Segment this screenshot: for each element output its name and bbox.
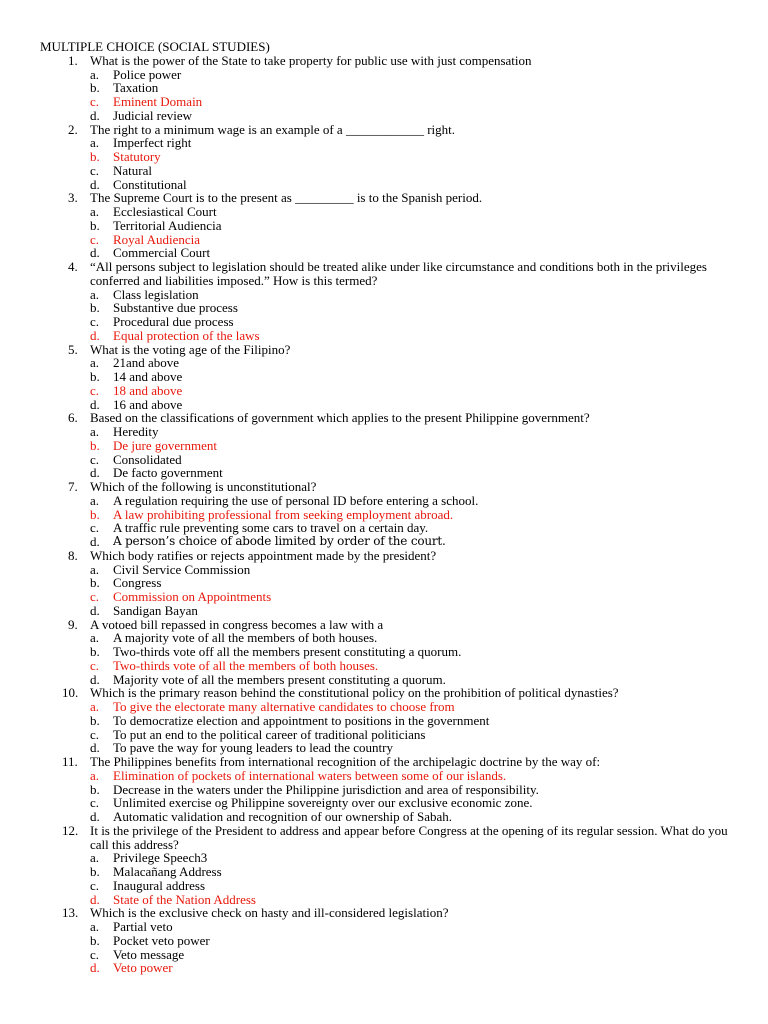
question-row (40, 906, 740, 920)
choice-item (40, 425, 740, 439)
choice-item (40, 796, 740, 810)
question-text: The right to a minimum wage is an example of a ____________ right. (90, 121, 456, 137)
choice-letter: c. (90, 382, 100, 398)
choice-text: Territorial Audiencia (113, 217, 222, 233)
choice-text: Consolidated (113, 451, 182, 467)
choice-list (40, 563, 740, 618)
choice-text: De jure government (113, 437, 217, 453)
choice-list (40, 205, 740, 260)
question-number: 9. (68, 616, 78, 632)
choice-text: Constitutional (113, 176, 187, 192)
choice-text: To put an end to the political career of traditional politicians (113, 726, 426, 742)
choice-item (40, 810, 740, 824)
question-number: 6. (68, 410, 78, 426)
choice-letter: a. (90, 919, 100, 934)
choice-letter: c. (90, 877, 100, 893)
choice-letter: d. (90, 176, 100, 192)
choice-item-correct (40, 700, 740, 714)
choice-list (40, 356, 740, 411)
question-number: 8. (68, 547, 78, 563)
choice-letter: b. (90, 644, 100, 659)
choice-text: Police power (113, 66, 182, 82)
choice-text: Taxation (113, 80, 159, 96)
choice-letter: b. (90, 781, 100, 797)
choice-text: Commercial Court (113, 245, 211, 261)
choice-letter: d. (90, 327, 100, 343)
choice-text: Congress (113, 575, 162, 591)
choice-text: To democratize election and appointment to positions in the government (113, 712, 490, 728)
choice-item (40, 315, 740, 329)
choice-item (40, 576, 740, 590)
question-item (40, 549, 740, 618)
question-text: A votoed bill repassed in congress becomes a law with a (90, 616, 384, 632)
choice-letter: b. (90, 712, 100, 728)
question-text: Which of the following is unconstitutional? (90, 479, 317, 494)
choice-item-correct (40, 659, 740, 673)
choice-item (40, 356, 740, 370)
choice-letter: d. (90, 602, 100, 618)
choice-letter: b. (90, 80, 100, 96)
choice-item-correct (40, 439, 740, 453)
choice-text: Judicial review (113, 107, 193, 123)
question-text: Which body ratifies or rejects appointment made by the president? (90, 547, 437, 563)
choice-item (40, 728, 740, 742)
choice-letter: b. (90, 369, 100, 384)
choice-letter: d. (90, 396, 100, 412)
choice-item-correct (40, 508, 740, 522)
choice-list (40, 700, 740, 755)
choice-text: Royal Audiencia (113, 231, 201, 247)
choice-item (40, 673, 740, 687)
question-row (40, 686, 740, 700)
choice-letter: b. (90, 217, 100, 233)
choice-item (40, 494, 740, 508)
question-text: It is the privilege of the President to address and appear before Congress at the opening of its regular session. What do you call this address? (90, 822, 728, 852)
choice-item (40, 535, 740, 549)
question-text: Based on the classifications of government which applies to the present Philippine government? (90, 410, 590, 426)
choice-letter: c. (90, 94, 100, 109)
choice-text: Heredity (113, 424, 159, 439)
choice-text: Substantive due process (113, 300, 238, 316)
question-list (40, 54, 740, 975)
question-row (40, 123, 740, 137)
choice-letter: a. (90, 204, 100, 219)
choice-letter: b. (90, 864, 100, 879)
choice-item-correct (40, 329, 740, 343)
choice-text: Unlimited exercise og Philippine sovereignty over our exclusive economic zone. (113, 795, 533, 811)
choice-item (40, 68, 740, 82)
choice-text: Majority vote of all the members present constituting a quorum. (113, 671, 446, 687)
choice-letter: c. (90, 657, 100, 673)
choice-list (40, 494, 740, 549)
question-row (40, 54, 740, 68)
choice-text: Commission on Appointments (113, 589, 272, 604)
choice-item (40, 604, 740, 618)
question-number: 2. (68, 121, 78, 137)
question-row (40, 191, 740, 205)
choice-letter: d. (90, 960, 100, 976)
choice-letter: c. (90, 314, 100, 329)
question-number: 4. (68, 259, 78, 274)
choice-text: De facto government (113, 465, 223, 481)
choice-item (40, 645, 740, 659)
choice-text: Automatic validation and recognition of our ownership of Sabah. (113, 809, 453, 824)
choice-letter: a. (90, 286, 100, 302)
choice-item (40, 563, 740, 577)
choice-item-correct (40, 893, 740, 907)
choice-letter: c. (90, 162, 100, 178)
choice-text: State of the Nation Address (113, 891, 256, 907)
choice-item (40, 865, 740, 879)
choice-item (40, 370, 740, 384)
choice-item (40, 783, 740, 797)
choice-text: Privilege Speech3 (113, 850, 208, 866)
choice-text: Veto message (113, 946, 185, 962)
choice-letter: a. (90, 699, 100, 714)
question-item (40, 686, 740, 755)
choice-text: 18 and above (113, 382, 183, 398)
question-row (40, 480, 740, 494)
choice-item (40, 205, 740, 219)
question-item (40, 123, 740, 192)
choice-letter: c. (90, 589, 100, 604)
question-text: What is the voting age of the Filipino? (90, 341, 291, 357)
choice-item-correct (40, 95, 740, 109)
choice-item-correct (40, 384, 740, 398)
choice-letter: d. (90, 534, 100, 549)
choice-letter: d. (90, 891, 100, 907)
choice-text: Statutory (113, 149, 161, 164)
choice-text: A majority vote of all the members of both houses. (113, 630, 378, 646)
choice-letter: b. (90, 575, 100, 591)
choice-letter: c. (90, 451, 100, 467)
choice-item (40, 453, 740, 467)
choice-letter: d. (90, 245, 100, 261)
choice-list (40, 68, 740, 123)
choice-item (40, 879, 740, 893)
choice-text: Imperfect right (113, 135, 192, 151)
choice-letter: b. (90, 300, 100, 316)
choice-letter: a. (90, 767, 100, 783)
choice-text: Sandigan Bayan (113, 602, 198, 618)
choice-letter: a. (90, 630, 100, 646)
choice-text: Natural (113, 162, 152, 178)
choice-item (40, 136, 740, 150)
choice-item-correct (40, 150, 740, 164)
question-item (40, 480, 740, 549)
choice-list (40, 136, 740, 191)
choice-letter: b. (90, 506, 100, 522)
choice-list (40, 425, 740, 480)
choice-text: A traffic rule preventing some cars to travel on a certain day. (113, 520, 429, 536)
choice-letter: b. (90, 437, 100, 453)
choice-item (40, 398, 740, 412)
choice-list (40, 920, 740, 975)
choice-text: Two-thirds vote off all the members present constituting a quorum. (113, 644, 462, 659)
choice-item-correct (40, 233, 740, 247)
choice-text: Partial veto (113, 919, 173, 934)
choice-letter: a. (90, 355, 100, 371)
choice-item (40, 81, 740, 95)
question-item (40, 411, 740, 480)
question-number: 13. (62, 905, 79, 921)
choice-item (40, 934, 740, 948)
question-text: Which is the primary reason behind the constitutional policy on the prohibition of political dynasties? (90, 685, 619, 701)
document-title: MULTIPLE CHOICE (SOCIAL STUDIES) (40, 39, 270, 54)
choice-letter: b. (90, 149, 100, 164)
question-item (40, 906, 740, 975)
choice-letter: d. (90, 107, 100, 123)
choice-text: Decrease in the waters under the Philippine jurisdiction and area of responsibility. (113, 781, 539, 797)
question-text: The Supreme Court is to the present as _________ is to the Spanish period. (90, 190, 483, 206)
choice-letter: a. (90, 135, 100, 151)
choice-text: Two-thirds vote of all the members of both houses. (113, 657, 379, 673)
question-item (40, 824, 740, 907)
choice-item (40, 178, 740, 192)
choice-item (40, 631, 740, 645)
choice-letter: a. (90, 66, 100, 82)
choice-list (40, 288, 740, 343)
question-text: The Philippines benefits from international recognition of the archipelagic doctrine by the way of: (90, 754, 601, 769)
question-item (40, 260, 740, 343)
choice-text: A person’s choice of abode limited by order of the court. (113, 534, 446, 548)
choice-item (40, 301, 740, 315)
question-row (40, 618, 740, 632)
choice-text: Eminent Domain (113, 94, 203, 109)
choice-list (40, 851, 740, 906)
question-number: 7. (68, 479, 78, 494)
question-item (40, 618, 740, 687)
choice-text: Veto power (113, 960, 173, 976)
choice-item (40, 851, 740, 865)
choice-text: 14 and above (113, 369, 183, 384)
choice-letter: c. (90, 726, 100, 742)
question-row (40, 824, 740, 852)
choice-text: 21and above (113, 355, 180, 371)
choice-letter: d. (90, 740, 100, 756)
choice-text: Ecclesiastical Court (113, 204, 217, 219)
choice-list (40, 631, 740, 686)
choice-letter: a. (90, 561, 100, 577)
choice-letter: d. (90, 809, 100, 824)
choice-item-correct (40, 961, 740, 975)
question-row (40, 343, 740, 357)
question-item (40, 191, 740, 260)
choice-letter: a. (90, 424, 100, 439)
question-text: Which is the exclusive check on hasty and ill-considered legislation? (90, 905, 449, 921)
choice-text: Class legislation (113, 286, 199, 302)
choice-item (40, 288, 740, 302)
question-row (40, 260, 740, 288)
choice-item (40, 714, 740, 728)
choice-item-correct (40, 590, 740, 604)
question-number: 11. (62, 754, 78, 769)
choice-item (40, 219, 740, 233)
choice-text: Elimination of pockets of international waters between some of our islands. (113, 767, 507, 783)
choice-text: 16 and above (113, 396, 183, 412)
question-number: 5. (68, 341, 78, 357)
choice-item (40, 466, 740, 480)
choice-text: Equal protection of the laws (113, 327, 260, 343)
choice-item (40, 948, 740, 962)
choice-item (40, 741, 740, 755)
choice-item (40, 521, 740, 535)
choice-list (40, 769, 740, 824)
choice-letter: d. (90, 671, 100, 687)
question-text: What is the power of the State to take property for public use with just compensation (90, 52, 532, 68)
question-number: 10. (62, 685, 79, 701)
choice-text: A law prohibiting professional from seeking employment abroad. (113, 506, 454, 522)
question-number: 12. (62, 822, 79, 838)
question-number: 1. (68, 52, 78, 68)
choice-item (40, 246, 740, 260)
question-row (40, 549, 740, 563)
choice-letter: c. (90, 795, 100, 811)
choice-letter: c. (90, 231, 100, 247)
question-number: 3. (68, 190, 78, 206)
question-row (40, 755, 740, 769)
choice-text: To give the electorate many alternative candidates to choose from (113, 699, 455, 714)
choice-item (40, 109, 740, 123)
question-item (40, 343, 740, 412)
choice-letter: c. (90, 946, 100, 962)
choice-text: Procedural due process (113, 314, 234, 329)
question-item (40, 54, 740, 123)
question-text: “All persons subject to legislation should be treated alike under like circumstance and conditions both in the privileges conferred and liabilities imposed.” How is this termed? (90, 259, 707, 288)
choice-item-correct (40, 769, 740, 783)
choice-text: Pocket veto power (113, 932, 210, 948)
choice-text: Malacañang Address (113, 864, 222, 879)
choice-text: To pave the way for young leaders to lead the country (113, 740, 393, 756)
choice-text: Inaugural address (113, 877, 206, 893)
choice-text: Civil Service Commission (113, 561, 251, 577)
choice-letter: d. (90, 465, 100, 481)
question-item (40, 755, 740, 824)
choice-item (40, 164, 740, 178)
choice-letter: a. (90, 492, 100, 508)
choice-item (40, 920, 740, 934)
choice-letter: a. (90, 850, 100, 866)
question-row (40, 411, 740, 425)
choice-letter: b. (90, 932, 100, 948)
choice-letter: c. (90, 520, 100, 536)
choice-text: A regulation requiring the use of personal ID before entering a school. (113, 492, 479, 508)
